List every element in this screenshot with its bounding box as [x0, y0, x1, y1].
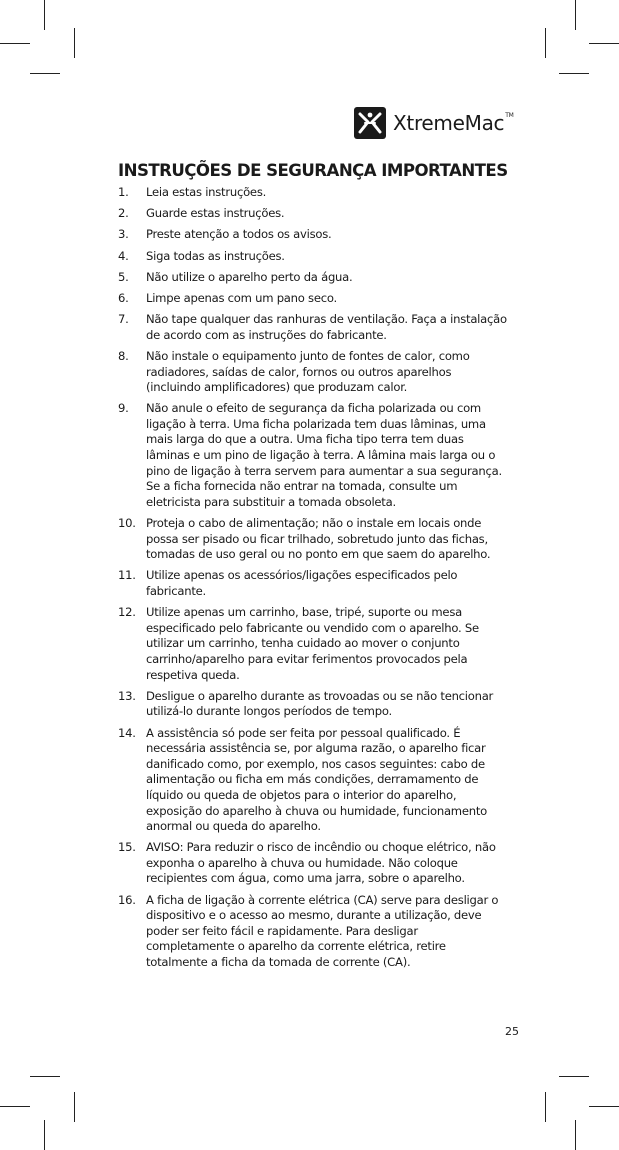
item-number: 5. — [118, 269, 129, 284]
crop-mark — [559, 1076, 589, 1077]
item-number: 1. — [118, 185, 129, 199]
item-text: A assistência só pode ser feita por pessoal qualificado. É necessária assistência se, por alguma razão, o aparelho ficar danificado como, por exemplo, nos casos seguintes: cabo de alimentação ou ficha em más condições, derramamento de líquido ou queda de objetos para o interior do aparelho, exposição do aparelho à chuva ou humidade, funcionamento anormal ou queda do aparelho. — [146, 725, 487, 834]
item-text: Guarde estas instruções. — [146, 206, 285, 221]
item-number: 13. — [118, 688, 136, 703]
item-text: A ficha de ligação à corrente elétrica (CA) serve para desligar o dispositivo e o acesso ao mesmo, durante a utilização, deve poder ser feito fácil e rapidamente. Para desligar completamente o aparelho da corrente elétrica, retire totalmente a ficha da tomada de corrente (CA). — [146, 892, 499, 970]
item-text: Preste atenção a todos os avisos. — [146, 227, 332, 242]
item-text: Proteja o cabo de alimentação; não o instale em locais onde possa ser pisado ou ficar trilhado, sobretudo junto das fichas, tomadas de uso geral ou no ponto em que saem do aparelho. — [146, 516, 491, 562]
item-number: 3. — [118, 227, 129, 242]
item-number: 8. — [118, 348, 129, 363]
list-item — [118, 726, 508, 835]
trademark: TM — [505, 112, 514, 119]
item-text: Não instale o equipamento junto de fontes de calor, como radiadores, saídas de calor, fornos ou outros aparelhos (incluindo amplificadores) que produzam calor. — [146, 348, 470, 395]
crop-mark — [545, 1092, 546, 1122]
crop-mark — [545, 28, 546, 58]
item-number: 15. — [118, 840, 136, 855]
item-text: Siga todas as instruções. — [146, 248, 285, 263]
crop-mark — [575, 1120, 576, 1150]
list-item — [118, 401, 508, 510]
item-text: Não utilize o aparelho perto da água. — [146, 269, 353, 284]
list-item — [118, 185, 508, 201]
item-number: 16. — [118, 892, 136, 907]
item-text: Não anule o efeito de segurança da ficha polarizada ou com ligação à terra. Uma ficha polarizada tem duas lâminas, uma mais larga do que a outra. Uma ficha tipo terra tem duas lâminas e um pino de ligação à terra. A lâmina mais larga ou o pino de ligação à terra servem para aumentar a sua segurança. Se a ficha fornecida não entrar na tomada, consulte um eletricista para substituir a tomada obsoleta. — [146, 401, 502, 509]
page-number: 25 — [505, 1025, 519, 1038]
crop-mark — [74, 28, 75, 58]
crop-mark — [44, 1120, 45, 1150]
item-number: 9. — [118, 401, 129, 416]
crop-mark — [74, 1092, 75, 1122]
list-item — [118, 291, 508, 307]
item-number: 10. — [118, 516, 136, 531]
item-text: Utilize apenas os acessórios/ligações especificados pelo fabricante. — [146, 568, 458, 598]
brand-logo — [354, 107, 513, 139]
logo-x-icon — [354, 107, 386, 139]
crop-mark — [0, 43, 30, 44]
item-text: AVISO: Para reduzir o risco de incêndio ou choque elétrico, não exponha o aparelho à chuva ou humidade. Não coloque recipientes com água, como uma jarra, sobre o aparelho. — [146, 840, 496, 886]
page-title: INSTRUÇÕES DE SEGURANÇA IMPORTANTES — [118, 161, 508, 180]
brand-name: XtremeMac™ — [393, 111, 514, 135]
item-text: Desligue o aparelho durante as trovoadas ou se não tencionar utilizá-lo durante longos períodos de tempo. — [146, 688, 494, 719]
list-item — [118, 568, 508, 599]
list-item — [118, 516, 508, 563]
list-item — [118, 312, 508, 343]
item-text: Utilize apenas um carrinho, base, tripé, suporte ou mesa especificado pelo fabricante ou vendido com o aparelho. Se utilizar um carrinho, tenha cuidado ao mover o conjunto carrinho/aparelho para evitar ferimentos provocados pela respetiva queda. — [146, 605, 479, 682]
crop-mark — [589, 43, 619, 44]
item-number: 4. — [118, 248, 129, 263]
list-item — [118, 605, 508, 683]
crop-mark — [589, 1106, 619, 1107]
list-item — [118, 249, 508, 265]
list-item — [118, 349, 508, 396]
crop-mark — [30, 73, 60, 74]
list-item — [118, 227, 508, 243]
item-number: 12. — [118, 605, 136, 620]
crop-mark — [30, 1076, 60, 1077]
list-item — [118, 689, 508, 720]
item-number: 7. — [118, 312, 129, 327]
item-text: Limpe apenas com um pano seco. — [146, 290, 337, 305]
crop-mark — [0, 1106, 30, 1107]
item-text: Não tape qualquer das ranhuras de ventilação. Faça a instalação de acordo com as instruções do fabricante. — [146, 312, 507, 342]
item-number: 2. — [118, 206, 129, 221]
item-number: 6. — [118, 290, 129, 305]
crop-mark — [559, 73, 589, 74]
list-item — [118, 270, 508, 286]
list-item — [118, 206, 508, 222]
item-number: 11. — [118, 568, 136, 583]
list-item — [118, 893, 508, 971]
crop-mark — [575, 0, 576, 30]
item-text: Leia estas instruções. — [146, 185, 267, 199]
safety-instructions-list — [118, 185, 508, 976]
crop-mark — [44, 0, 45, 30]
item-number: 14. — [118, 725, 136, 740]
list-item — [118, 840, 508, 887]
